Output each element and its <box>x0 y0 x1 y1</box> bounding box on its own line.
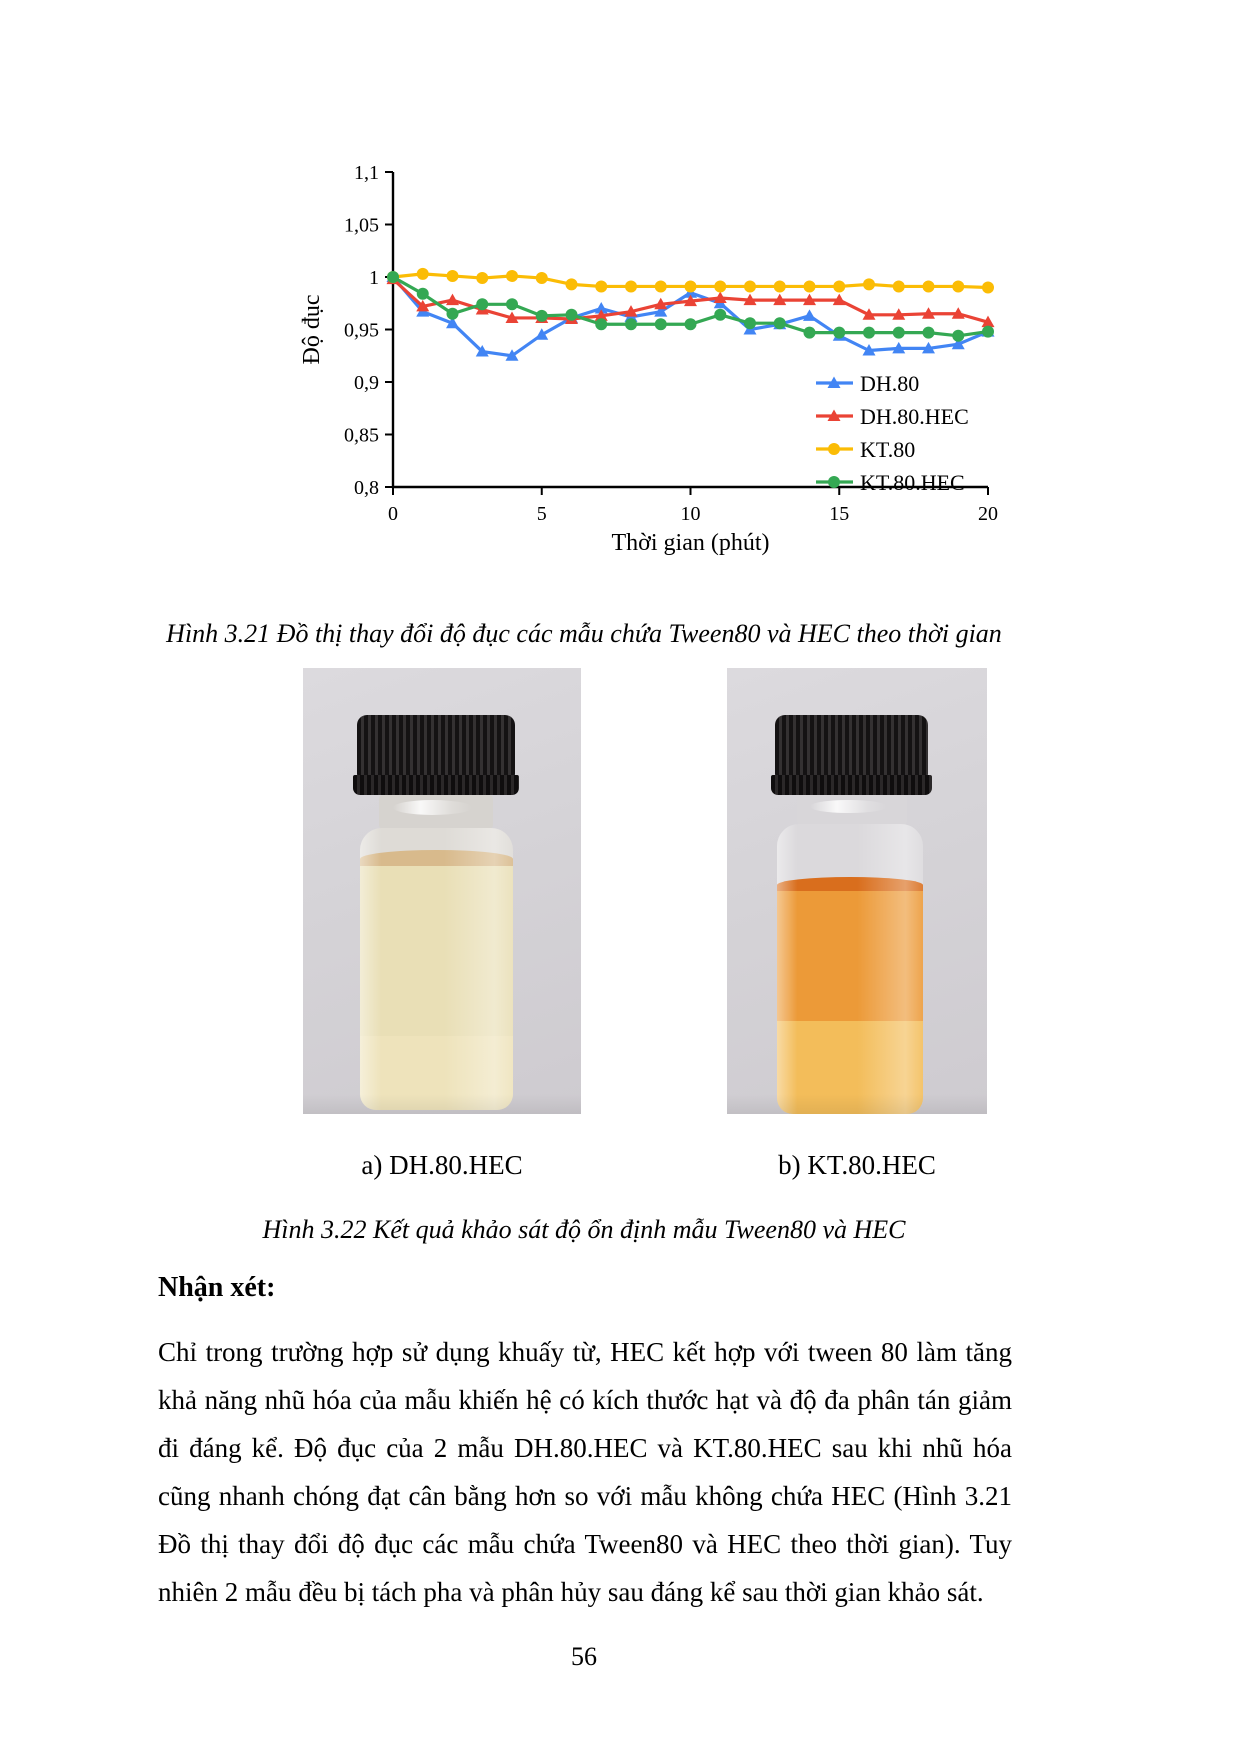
x-axis-title: Thời gian (phút) <box>611 530 770 556</box>
liquid-upper <box>777 891 923 1021</box>
y-tick-label: 0,95 <box>344 319 379 342</box>
y-tick-label: 0,9 <box>354 372 379 394</box>
vial-cap-flange <box>771 775 932 795</box>
page-number: 56 <box>571 1642 597 1671</box>
figure-3-21-caption: Hình 3.21 Đồ thị thay đổi độ đục các mẫu chứa Tween80 và HEC theo thời gian <box>166 619 1002 648</box>
y-tick-label: 1 <box>369 267 379 289</box>
legend-label-DH.80.HEC: DH.80.HEC <box>860 404 969 429</box>
vial-body <box>777 824 923 1114</box>
vial-photo-kt80hec <box>727 668 987 1114</box>
y-tick-label: 0,8 <box>354 477 379 499</box>
legend-label-DH.80: DH.80 <box>860 371 920 396</box>
series-KT.80 <box>387 268 994 294</box>
x-tick-label: 5 <box>536 503 547 525</box>
x-tick-label: 15 <box>829 503 850 525</box>
vial-body <box>360 828 513 1110</box>
section-heading: Nhận xét: <box>158 1272 276 1303</box>
photo-label-b: b) KT.80.HEC <box>778 1150 936 1180</box>
vial-neck <box>797 795 907 825</box>
x-tick-label: 10 <box>680 503 701 525</box>
turbidity-chart <box>295 140 1005 570</box>
liquid-upper <box>360 866 513 1036</box>
x-tick-label: 20 <box>978 503 998 525</box>
figure-3-22-caption: Hình 3.22 Kết quả khảo sát độ ổn định mẫu Tween80 và HEC <box>262 1215 906 1244</box>
legend-label-KT.80.HEC: KT.80.HEC <box>860 470 965 495</box>
legend-label-KT.80: KT.80 <box>860 437 916 462</box>
liquid-lower <box>777 1021 923 1114</box>
vial-neck <box>379 795 493 829</box>
y-axis-title: Độ đục <box>299 294 325 365</box>
y-tick-label: 1,05 <box>344 214 379 237</box>
vial-photo-dh80hec <box>303 668 581 1114</box>
y-tick-label: 1,1 <box>354 162 379 184</box>
vial-cap <box>357 715 515 777</box>
vial-cap-flange <box>353 775 519 795</box>
body-paragraph: Chỉ trong trường hợp sử dụng khuấy từ, HEC kết hợp với tween 80 làm tăng khả năng nhũ hóa của mẫu khiến hệ có kích thước hạt và độ đa phân tán giảm đi đáng kể. Độ đục của 2 mẫu DH.80.HEC và KT.80.HEC sau khi nhũ hóa cũng nhanh chóng đạt cân bằng hơn so với mẫu không chứa HEC (Hình 3.21 Đồ thị thay đổi độ đục các mẫu chứa Tween80 và HEC theo thời gian). Tuy nhiên 2 mẫu đều bị tách pha và phân hủy sau đáng kể sau thời gian khảo sát. <box>158 1337 1012 1607</box>
x-tick-label: 0 <box>388 503 398 525</box>
vial-dh80hec <box>303 668 581 1114</box>
vial-kt80hec <box>727 668 987 1114</box>
y-tick-label: 0,85 <box>344 424 379 447</box>
chart-canvas <box>295 140 1005 570</box>
photo-label-a: a) DH.80.HEC <box>361 1150 523 1180</box>
chart-legend <box>816 371 969 495</box>
liquid-lower <box>360 1036 513 1110</box>
vial-cap <box>775 715 928 777</box>
